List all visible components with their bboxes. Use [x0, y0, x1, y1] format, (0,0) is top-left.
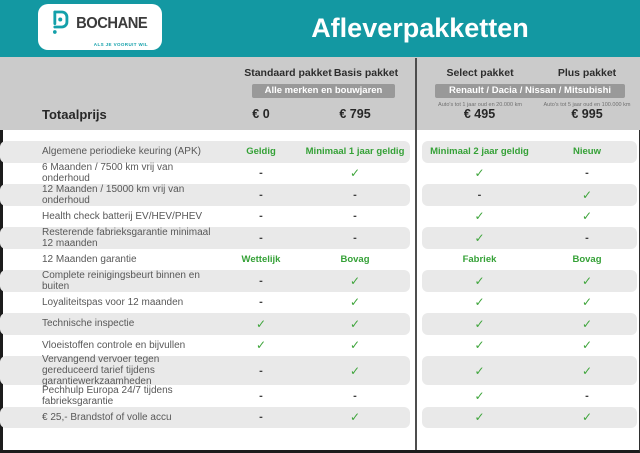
- check-icon: ✓: [349, 316, 361, 331]
- dash-mark: -: [585, 231, 589, 244]
- check-icon: ✓: [349, 273, 361, 288]
- table-row: [0, 335, 640, 357]
- cell-value: [537, 295, 637, 309]
- cell-value: [422, 295, 537, 309]
- check-icon: ✓: [255, 316, 267, 331]
- cell-value: [422, 166, 537, 180]
- row-band-right: [422, 292, 637, 314]
- value-text: Minimaal 2 jaar geldig: [430, 146, 529, 158]
- cell-value: [306, 390, 404, 402]
- dash-mark: -: [585, 167, 589, 180]
- cell-value: [306, 232, 404, 244]
- check-icon: ✓: [349, 410, 361, 425]
- value-text: Bovag: [572, 253, 602, 265]
- cell-value: [306, 410, 404, 424]
- check-icon: ✓: [349, 363, 361, 378]
- check-icon: ✓: [474, 273, 485, 288]
- cell-value: [306, 189, 404, 201]
- check-icon: ✓: [474, 388, 485, 403]
- cell-value: [422, 189, 537, 201]
- row-label: 6 Maanden / 7500 km vrij van onderhoud: [42, 162, 174, 185]
- cell-value: [306, 295, 404, 309]
- row-label: Loyaliteitspas voor 12 maanden: [42, 296, 184, 308]
- row-band-right: [422, 385, 637, 407]
- check-icon: ✓: [474, 410, 485, 425]
- dash-mark: -: [259, 274, 263, 287]
- row-band-left: [0, 141, 410, 163]
- cell-value: [216, 296, 306, 308]
- row-band-left: [0, 163, 410, 185]
- cell-value: [216, 210, 306, 222]
- header-bar: [0, 0, 640, 57]
- table-row: [0, 270, 640, 292]
- check-icon: ✓: [349, 166, 361, 181]
- row-label: 12 Maanden garantie: [42, 253, 137, 265]
- cell-value: [422, 146, 537, 157]
- dash-mark: -: [259, 411, 263, 424]
- cell-value: [216, 365, 306, 377]
- cell-value: [306, 338, 404, 352]
- table-row: [0, 184, 640, 206]
- brand-wordmark: BOCHANE: [76, 15, 148, 32]
- row-label: Complete reinigingsbeurt binnen en buiten: [42, 269, 200, 292]
- table-row: [0, 249, 640, 271]
- row-band-left: [0, 356, 410, 385]
- row-label: Resterende fabrieksgarantie minimaal 12 maanden: [42, 226, 211, 249]
- table-row: [0, 227, 640, 249]
- check-icon: ✓: [474, 230, 485, 245]
- row-band-left: [0, 227, 410, 249]
- cell-value: [216, 317, 306, 331]
- row-band-left: [0, 292, 410, 314]
- package-groups-divider: [415, 58, 417, 450]
- table-row: [0, 313, 640, 335]
- group-badge-all-brands: Alle merken en bouwjaren: [252, 84, 395, 98]
- cell-value: [306, 364, 404, 378]
- row-label: 12 Maanden / 15000 km vrij van onderhoud: [42, 183, 185, 206]
- column-title-plus: Plus pakket: [557, 67, 617, 79]
- row-band-left: [0, 270, 410, 292]
- dash-mark: -: [259, 188, 263, 201]
- cell-value: [537, 167, 637, 179]
- check-icon: ✓: [474, 338, 485, 353]
- table-row: [0, 385, 640, 407]
- row-label: Health check batterij EV/HEV/PHEV: [42, 210, 203, 222]
- cell-value: [216, 275, 306, 287]
- note-select-pakket: Auto's tot 1 jaar oud en 20.000 km: [438, 102, 522, 108]
- check-icon: ✓: [255, 338, 267, 353]
- cell-value: [422, 209, 537, 223]
- row-band-right: [422, 407, 637, 429]
- row-band-right: [422, 356, 637, 385]
- row-band-left: [0, 407, 410, 429]
- cell-value: [216, 167, 306, 179]
- check-icon: ✓: [581, 273, 593, 288]
- packages-header: [0, 57, 640, 130]
- dash-mark: -: [259, 210, 263, 223]
- check-icon: ✓: [581, 187, 593, 202]
- row-band-right: [422, 270, 637, 292]
- value-text: Minimaal 1 jaar geldig: [305, 146, 405, 158]
- price-standaard: € 0: [252, 107, 270, 121]
- cell-value: [537, 317, 637, 331]
- value-text: Fabriek: [462, 253, 497, 265]
- cell-value: [306, 146, 404, 157]
- total-price-label: Totaalprijs: [42, 107, 107, 122]
- check-icon: ✓: [581, 316, 593, 331]
- row-label: Vervangend vervoer tegen gereduceerd tarief tijdens garantiewerkzaamheden: [42, 354, 160, 387]
- table-row: [0, 141, 640, 163]
- row-band-right: [422, 141, 637, 163]
- price-select: € 495: [463, 107, 496, 121]
- cell-value: [537, 232, 637, 244]
- cell-value: [422, 338, 537, 352]
- check-icon: ✓: [474, 209, 485, 224]
- check-icon: ✓: [474, 166, 485, 181]
- cell-value: [422, 389, 537, 403]
- value-text: Nieuw: [573, 146, 601, 158]
- check-icon: ✓: [581, 338, 593, 353]
- cell-value: [306, 166, 404, 180]
- cell-value: [537, 254, 637, 265]
- group-badge-renault-group: Renault / Dacia / Nissan / Mitsubishi: [435, 84, 625, 98]
- cell-value: [216, 390, 306, 402]
- dash-mark: -: [259, 364, 263, 377]
- cell-value: [422, 410, 537, 424]
- column-title-basis: Basis pakket: [333, 67, 399, 79]
- page-title: Afleverpakketten: [311, 13, 529, 43]
- row-band-left: [0, 335, 410, 357]
- cell-value: [537, 390, 637, 402]
- dash-mark: -: [259, 167, 263, 180]
- check-icon: ✓: [349, 295, 361, 310]
- check-icon: ✓: [581, 410, 593, 425]
- dash-mark: -: [353, 188, 357, 201]
- cell-value: [216, 411, 306, 423]
- bochane-logo-icon: [49, 8, 69, 41]
- dash-mark: -: [259, 389, 263, 402]
- dash-mark: -: [353, 231, 357, 244]
- row-label: € 25,- Brandstof of volle accu: [42, 411, 172, 423]
- table-row: [0, 356, 640, 385]
- note-plus-pakket: Auto's tot 5 jaar oud en 100.000 km: [543, 102, 631, 108]
- table-row: [0, 292, 640, 314]
- cell-value: [537, 274, 637, 288]
- check-icon: ✓: [474, 295, 485, 310]
- cell-value: [216, 189, 306, 201]
- cell-value: [306, 317, 404, 331]
- row-band-right: [422, 227, 637, 249]
- check-icon: ✓: [349, 338, 361, 353]
- value-text: Bovag: [340, 253, 370, 265]
- dash-mark: -: [353, 210, 357, 223]
- row-label: Pechhulp Europa 24/7 tijdens fabrieksgarantie: [42, 384, 173, 407]
- cell-value: [306, 254, 404, 265]
- cell-value: [422, 364, 537, 378]
- cell-value: [537, 410, 637, 424]
- row-band-left: [0, 313, 410, 335]
- column-title-select: Select pakket: [446, 67, 514, 79]
- price-plus: € 995: [571, 107, 603, 121]
- row-band-left: [0, 184, 410, 206]
- check-icon: ✓: [474, 363, 485, 378]
- row-band-right: [422, 249, 637, 271]
- cell-value: [422, 317, 537, 331]
- cell-value: [537, 188, 637, 202]
- table-row: [0, 163, 640, 185]
- cell-value: [537, 338, 637, 352]
- row-label: Algemene periodieke keuring (APK): [42, 146, 201, 158]
- row-band-left: [0, 249, 410, 271]
- dash-mark: -: [477, 188, 482, 201]
- row-band-right: [422, 313, 637, 335]
- check-icon: ✓: [581, 295, 593, 310]
- dash-mark: -: [259, 231, 263, 244]
- cell-value: [306, 274, 404, 288]
- row-band-right: [422, 335, 637, 357]
- cell-value: [537, 209, 637, 223]
- check-icon: ✓: [581, 209, 593, 224]
- check-icon: ✓: [474, 316, 485, 331]
- cell-value: [537, 364, 637, 378]
- cell-value: [216, 338, 306, 352]
- price-basis: € 795: [339, 107, 371, 121]
- row-band-left: [0, 385, 410, 407]
- cell-value: [216, 146, 306, 157]
- brand-tagline: ALS JE VOORUIT WIL: [93, 41, 148, 47]
- row-band-right: [422, 163, 637, 185]
- value-text: Wettelijk: [241, 253, 281, 265]
- dash-mark: -: [585, 389, 589, 402]
- row-band-right: [422, 184, 637, 206]
- row-band-right: [422, 206, 637, 228]
- table-row: [0, 407, 640, 429]
- cell-value: [306, 210, 404, 222]
- check-icon: ✓: [581, 363, 593, 378]
- column-title-standaard: Standaard pakket: [244, 67, 332, 79]
- row-label: Technische inspectie: [42, 318, 135, 330]
- dash-mark: -: [353, 389, 357, 402]
- cell-value: [422, 231, 537, 245]
- table-row: [0, 206, 640, 228]
- cell-value: [422, 274, 537, 288]
- cell-value: [216, 232, 306, 244]
- dash-mark: -: [259, 296, 263, 309]
- cell-value: [537, 146, 637, 157]
- row-band-left: [0, 206, 410, 228]
- row-label: Vloeistoffen controle en bijvullen: [42, 339, 186, 351]
- cell-value: [422, 254, 537, 265]
- bochane-logo: [38, 4, 162, 50]
- value-text: Geldig: [246, 146, 276, 158]
- feature-rows: [0, 141, 640, 428]
- cell-value: [216, 254, 306, 265]
